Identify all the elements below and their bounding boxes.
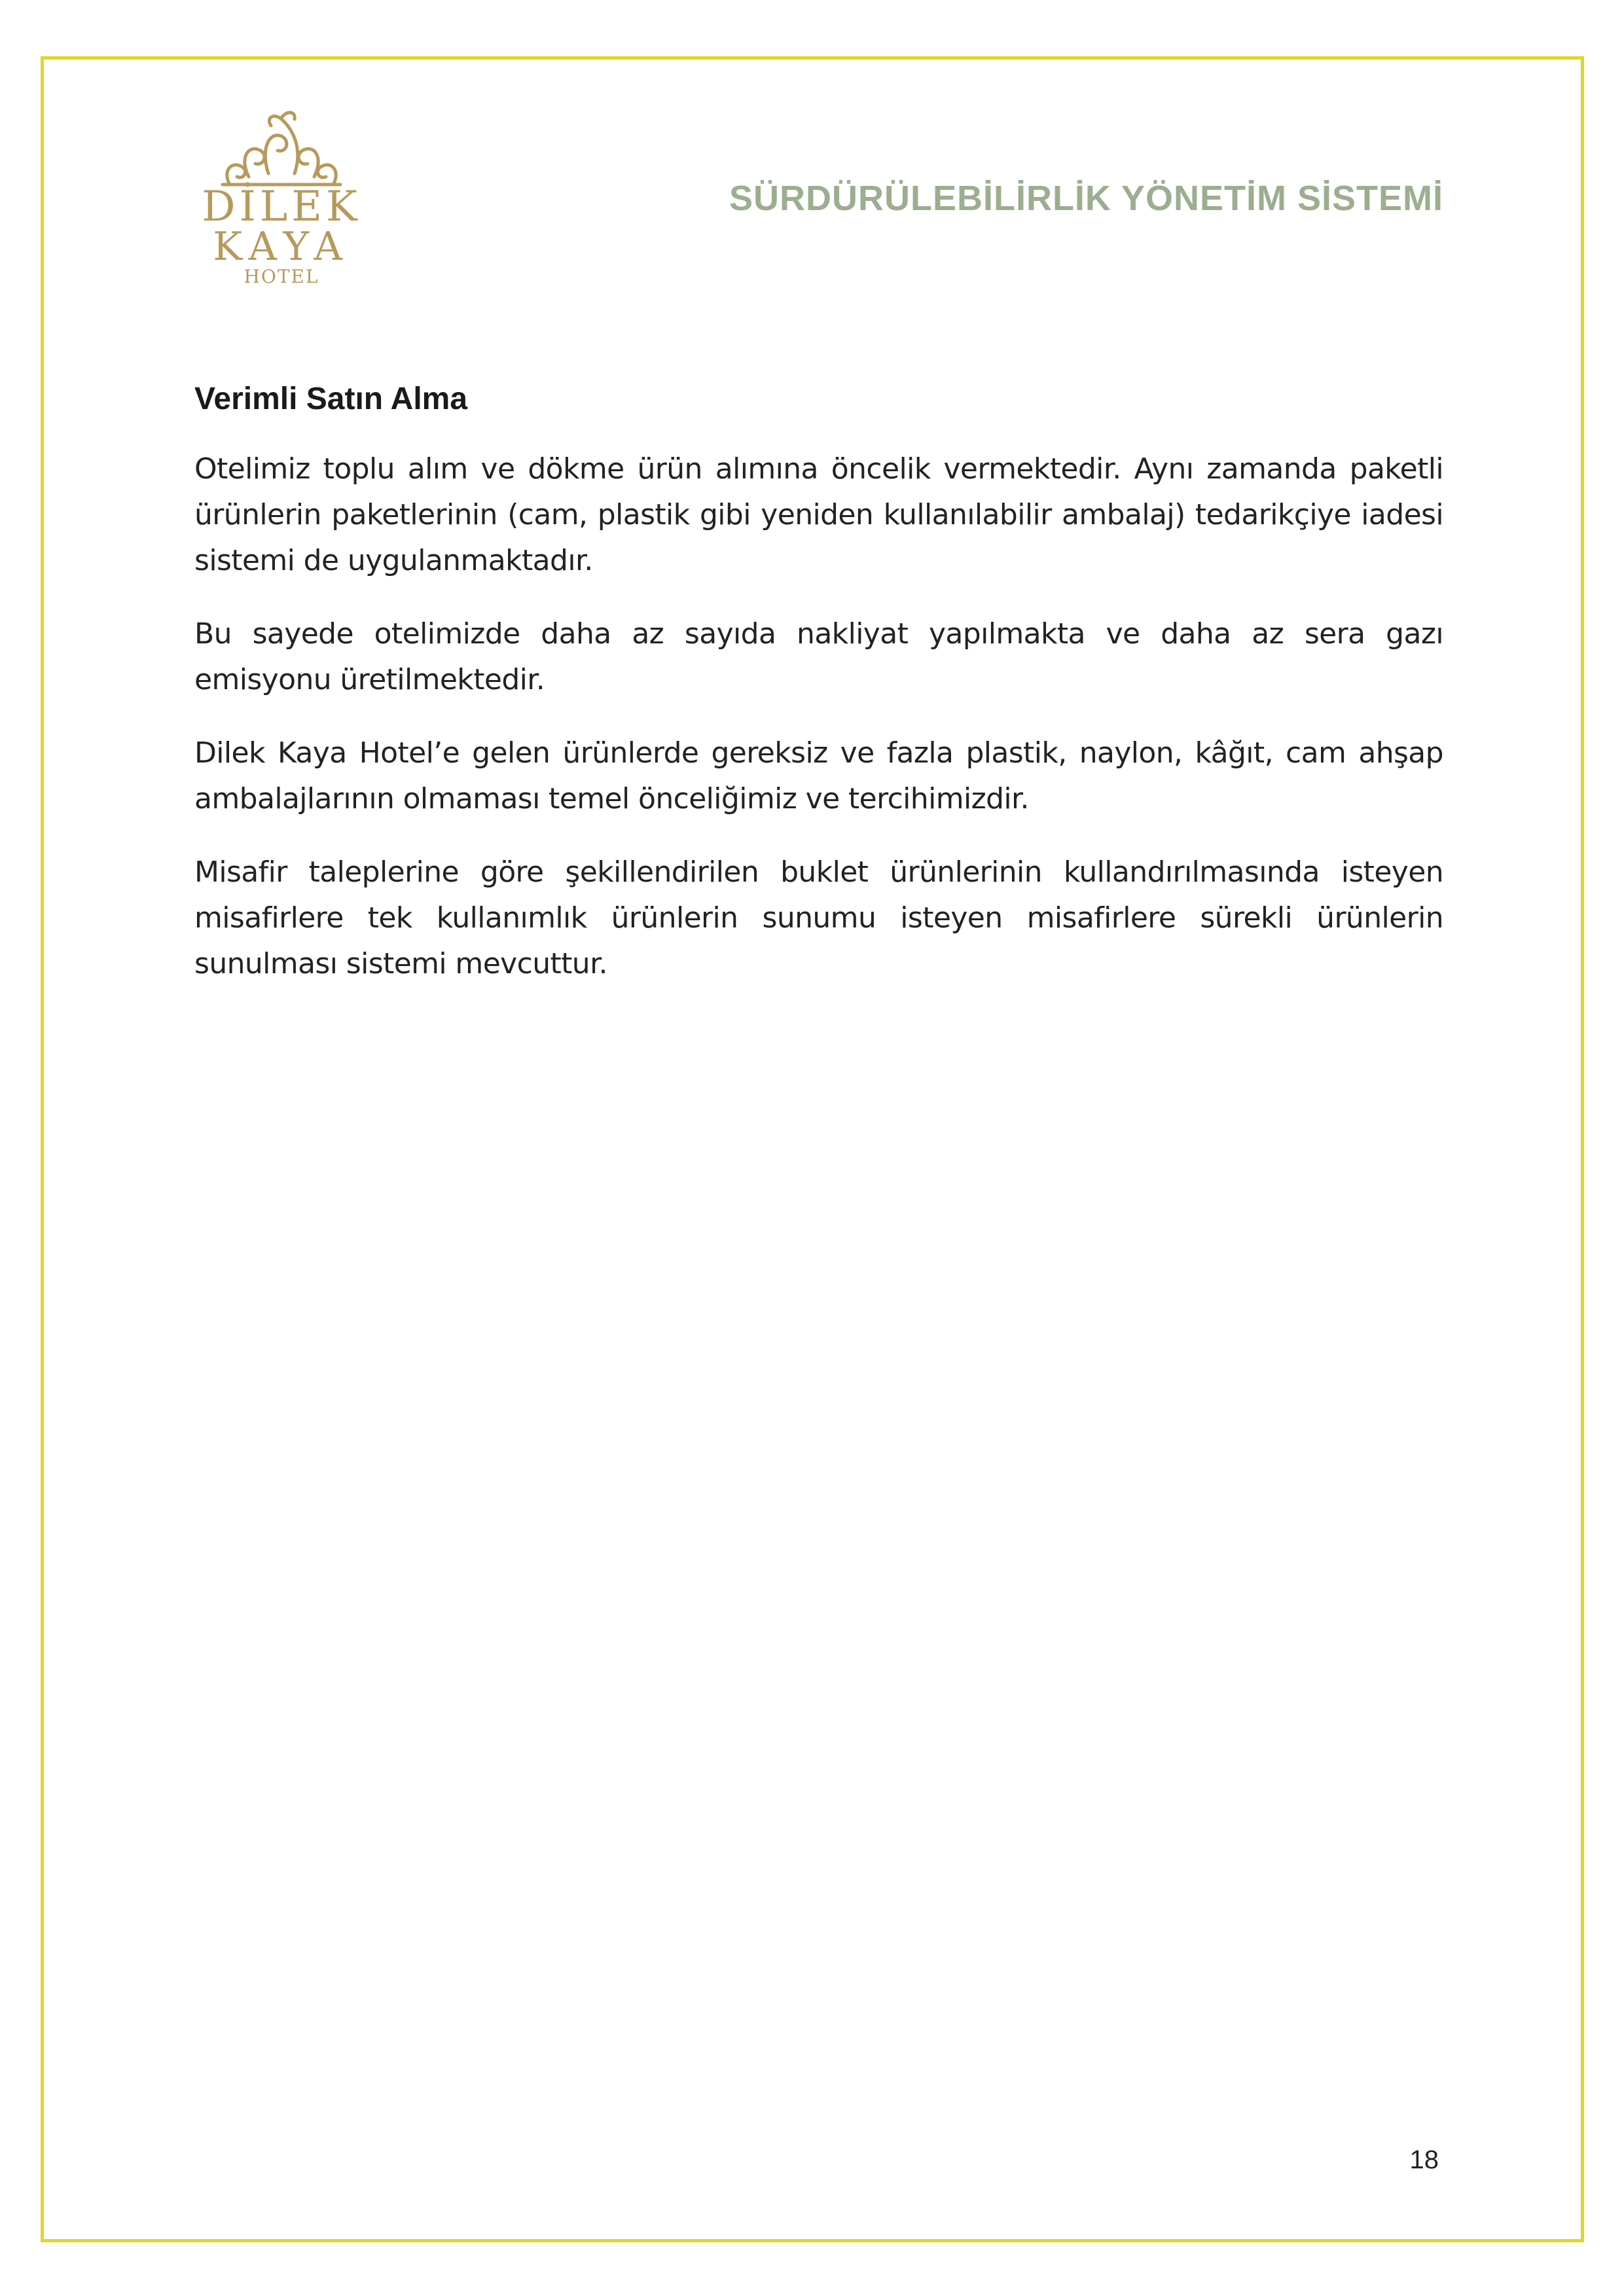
paragraph-4: Misafir taleplerine göre şekillendirilen buklet ürünlerinin kullandırılmasında isteyen misafirlere tek kullanımlık ürünlerin sunumu isteyen misafirlere sürekli ürünlerin sunulması sistemi mevcuttur.	[194, 855, 1443, 980]
document-header-title: SÜRDÜRÜLEBİLİRLİK YÖNETİM SİSTEMİ	[729, 179, 1443, 218]
swirl-sun-icon	[203, 105, 360, 190]
page-number: 18	[1409, 2145, 1439, 2174]
section-heading: Verimli Satın Alma	[194, 382, 468, 416]
paragraph-2: Bu sayede otelimizde daha az sayıda nakliyat yapılmakta ve daha az sera gazı emisyonu üretilmektedir.	[194, 617, 1443, 696]
paragraph-1: Otelimiz toplu alım ve dökme ürün alımına öncelik vermektedir. Aynı zamanda paketli ürünlerin paketlerinin (cam, plastik gibi yeniden kullanılabilir ambalaj) tedarikçiye iadesi sistemi de uygulanmaktadır.	[194, 452, 1443, 577]
paragraph-3: Dilek Kaya Hotel’e gelen ürünlerde gereksiz ve fazla plastik, naylon, kâğıt, cam ahşap ambalajlarının olmaması temel önceliğimiz ve tercihimizdir.	[194, 736, 1443, 816]
logo-line-hotel: HOTEL	[244, 266, 319, 287]
hotel-logo	[196, 105, 367, 288]
logo-line-kaya: KAYA	[213, 224, 350, 270]
logo-line-dilek: DİLEK	[202, 183, 361, 231]
main-content	[194, 380, 1443, 1014]
